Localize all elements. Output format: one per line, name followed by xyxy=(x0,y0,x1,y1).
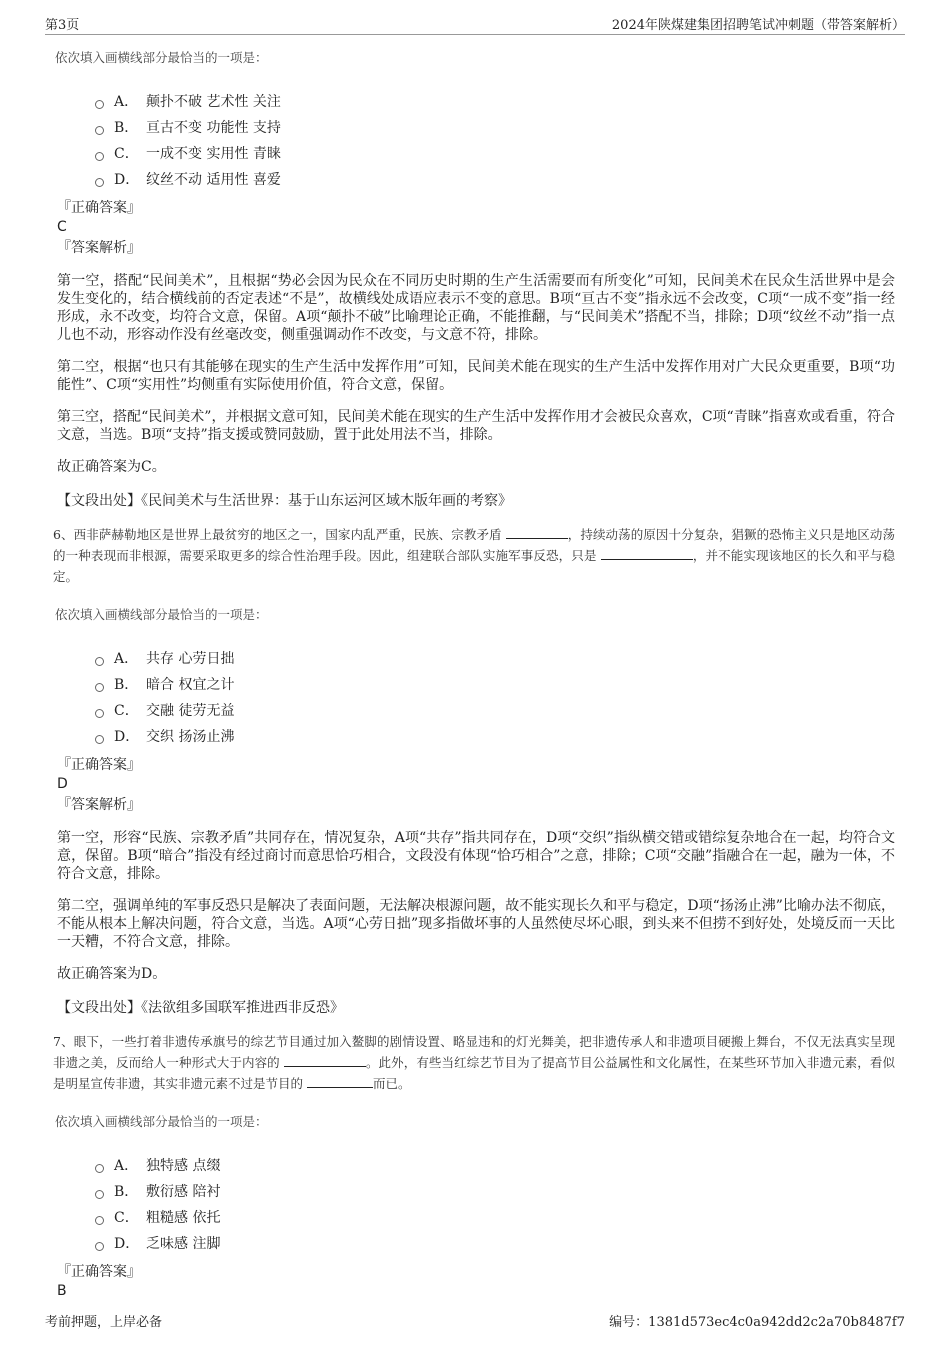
radio-button-icon[interactable] xyxy=(95,657,104,666)
passage-source: 【文段出处】《法欲组多国联军推进西非反恐》 xyxy=(57,1000,344,1016)
analysis-conclusion: 故正确答案为D。 xyxy=(57,966,167,982)
option-c[interactable] xyxy=(95,140,895,166)
option-letter: D． xyxy=(114,729,140,745)
correct-answer-label: 『正确答案』 xyxy=(57,757,141,773)
option-text: 一成不变 实用性 青睐 xyxy=(146,146,281,162)
question-6 xyxy=(55,524,895,1017)
correct-answer: B xyxy=(57,1283,67,1299)
option-letter: D． xyxy=(114,1236,140,1252)
document-title: 2024年陕煤建集团招聘笔试冲刺题（带答案解析） xyxy=(611,18,905,33)
option-text: 暗合 权宜之计 xyxy=(146,677,235,693)
question-instruction: 依次填入画横线部分最恰当的一项是： xyxy=(55,50,268,65)
correct-answer-label: 『正确答案』 xyxy=(57,1264,141,1280)
question-7 xyxy=(55,1031,895,1300)
option-list xyxy=(95,1152,895,1256)
option-text: 共存 心劳日拙 xyxy=(146,651,235,667)
fill-blank xyxy=(506,526,568,539)
analysis-paragraph: 第一空，形容“民族、宗教矛盾”共同存在，情况复杂，A项“共存”指共同存在，D项“交织”指纵横交错或错综复杂地合在一起，均符合文意，保留。B项“暗合”指没有经过商讨而意思恰巧相合，文段没有体现“恰巧相合”之意，排除；C项“交融”指融合在一起，融为一体，不符合文意，排除。 xyxy=(57,830,895,882)
question-instruction: 依次填入画横线部分最恰当的一项是： xyxy=(55,1114,268,1129)
option-letter: C． xyxy=(114,703,139,719)
fill-blank xyxy=(601,547,693,560)
option-a[interactable] xyxy=(95,645,895,671)
page-header xyxy=(45,12,905,35)
footer-slogan: 考前押题，上岸必备 xyxy=(45,1315,163,1330)
radio-button-icon[interactable] xyxy=(95,1242,104,1251)
correct-answer: D xyxy=(57,776,68,792)
option-text: 敷衍感 陪衬 xyxy=(146,1184,221,1200)
radio-button-icon[interactable] xyxy=(95,100,104,109)
option-letter: C． xyxy=(114,146,139,162)
option-letter: C． xyxy=(114,1210,139,1226)
option-d[interactable] xyxy=(95,1230,895,1256)
radio-button-icon[interactable] xyxy=(95,1190,104,1199)
analysis-label: 『答案解析』 xyxy=(57,240,141,256)
option-list xyxy=(95,645,895,749)
analysis-paragraph: 第二空，强调单纯的军事反恐只是解决了表面问题，无法解决根源问题，故不能实现长久和平与稳定，D项“扬汤止沸”比喻办法不彻底，不能从根本上解决问题，符合文意，当选。A项“心劳日拙”现多指做坏事的人虽然使尽坏心眼，到头来不但捞不到好处，处境反而一天比一天糟，不符合文意，排除。 xyxy=(57,898,895,950)
question-5 xyxy=(55,48,895,510)
option-letter: A． xyxy=(114,651,139,667)
option-text: 粗糙感 依托 xyxy=(146,1210,221,1226)
option-d[interactable] xyxy=(95,723,895,749)
option-letter: B． xyxy=(114,677,139,693)
option-text: 交融 徒劳无益 xyxy=(146,703,235,719)
option-c[interactable] xyxy=(95,1204,895,1230)
option-letter: B． xyxy=(114,1184,139,1200)
page-number: 第3页 xyxy=(45,18,80,33)
radio-button-icon[interactable] xyxy=(95,1216,104,1225)
radio-button-icon[interactable] xyxy=(95,709,104,718)
option-b[interactable] xyxy=(95,114,895,140)
passage-source: 【文段出处】《民间美术与生活世界：基于山东运河区域木版年画的考察》 xyxy=(57,493,512,509)
analysis-paragraph: 第一空，搭配“民间美术”，且根据“势必会因为民众在不同历史时期的生产生活需要而有所变化”可知，民间美术在民众生活世界中是会发生变化的，结合横线前的否定表述“不是”，故横线处成语应表示不变的意思。B项“亘古不变”指永远不会改变，C项“一成不变”指一经形成，永不改变，均符合文意，保留。A项“颠扑不破”比喻理论正确，不能推翻，与“民间美术”搭配不当，排除；D项“纹丝不动”指一点儿也不动，形容动作没有丝毫改变，侧重强调动作不改变，与文意不符，排除。 xyxy=(57,273,895,343)
option-text: 颠扑不破 艺术性 关注 xyxy=(146,94,281,110)
page-footer xyxy=(45,1311,905,1331)
option-text: 独特感 点缀 xyxy=(146,1158,221,1174)
radio-button-icon[interactable] xyxy=(95,735,104,744)
radio-button-icon[interactable] xyxy=(95,152,104,161)
option-d[interactable] xyxy=(95,166,895,192)
question-text: 6、西非萨赫勒地区是世界上最贫穷的地区之一，国家内乱严重，民族、宗教矛盾 ，持续动荡的原因十分复杂，猖獗的恐怖主义只是地区动荡的一种表现而非根源，需要采取更多的综合性治理手段。因此，组建联合部队实施军事反恐，只是 ，并不能实现该地区的长久和平与稳定。 xyxy=(53,527,895,584)
option-text: 亘古不变 功能性 支持 xyxy=(146,120,281,136)
option-text: 纹丝不动 适用性 喜爱 xyxy=(146,172,281,188)
radio-button-icon[interactable] xyxy=(95,1164,104,1173)
correct-answer-label: 『正确答案』 xyxy=(57,200,141,216)
option-b[interactable] xyxy=(95,1178,895,1204)
option-list xyxy=(95,88,895,192)
radio-button-icon[interactable] xyxy=(95,126,104,135)
correct-answer: C xyxy=(57,219,67,235)
fill-blank xyxy=(307,1075,373,1088)
analysis-paragraph: 第三空，搭配“民间美术”，并根据文意可知，民间美术能在现实的生产生活中发挥作用才会被民众喜欢，C项“青睐”指喜欢或看重，符合文意，当选。B项“支持”指支援或赞同鼓励，置于此处用法不当，排除。 xyxy=(57,409,895,443)
option-letter: D． xyxy=(114,172,140,188)
option-a[interactable] xyxy=(95,88,895,114)
analysis-label: 『答案解析』 xyxy=(57,797,141,813)
analysis-conclusion: 故正确答案为C。 xyxy=(57,459,166,475)
analysis-paragraph: 第二空，根据“也只有其能够在现实的生产生活中发挥作用”可知，民间美术能在现实的生产生活中发挥作用对广大民众更重要，B项“功能性”、C项“实用性”均侧重有实际使用价值，符合文意，保留。 xyxy=(57,359,895,393)
question-text: 7、眼下，一些打着非遗传承旗号的综艺节目通过加入鳌脚的剧情设置、略显违和的灯光舞美，把非遗传承人和非遗项目硬搬上舞台，不仅无法真实呈现非遗之美，反而给人一种形式大于内容的 。此外，有些当红综艺节目为了提高节目公益属性和文化属性，在某些环节加入非遗元素，看似是明星宣传非遗，其实非遗元素不过是节目的 而已。 xyxy=(53,1034,895,1091)
option-letter: A． xyxy=(114,1158,139,1174)
option-a[interactable] xyxy=(95,1152,895,1178)
question-instruction: 依次填入画横线部分最恰当的一项是： xyxy=(55,607,268,622)
fill-blank xyxy=(284,1054,366,1067)
document-id: 编号：1381d573ec4c0a942dd2c2a70b8487f7 xyxy=(609,1315,905,1330)
option-text: 交织 扬汤止沸 xyxy=(146,729,235,745)
page-content xyxy=(55,40,895,1300)
option-b[interactable] xyxy=(95,671,895,697)
option-letter: A． xyxy=(114,94,139,110)
option-c[interactable] xyxy=(95,697,895,723)
radio-button-icon[interactable] xyxy=(95,178,104,187)
option-letter: B． xyxy=(114,120,139,136)
option-text: 乏味感 注脚 xyxy=(146,1236,221,1252)
radio-button-icon[interactable] xyxy=(95,683,104,692)
